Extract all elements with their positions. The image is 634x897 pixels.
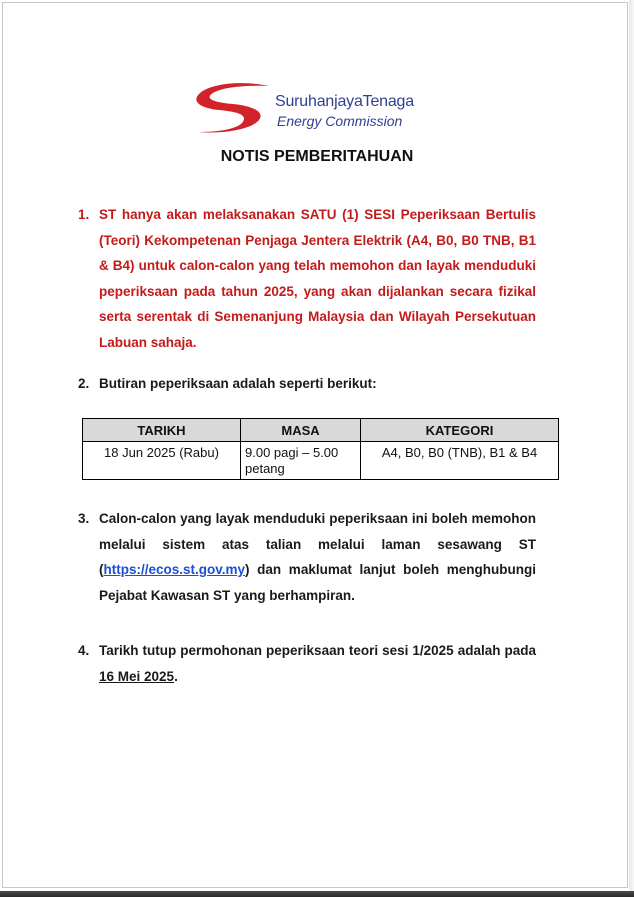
ecos-link[interactable]: https://ecos.st.gov.my [103, 562, 246, 578]
notice-item-1 [78, 202, 536, 356]
item-text [99, 506, 536, 608]
notice-item-4 [78, 638, 536, 689]
table-header: MASA [241, 419, 361, 442]
item-text-before: Calon-calon yang layak menduduki peperiksaan ini boleh memohon melalui sistem atas talian melalui laman sesawang ST ( [99, 511, 536, 578]
table-cell-date: 18 Jun 2025 (Rabu) [83, 442, 241, 480]
item-number: 4. [78, 643, 90, 658]
item-number: 1. [78, 207, 90, 222]
page-title: NOTIS PEMBERITAHUAN [220, 148, 414, 165]
viewer-bottom-bar [0, 891, 634, 897]
notice-item-3 [78, 506, 536, 608]
logo-name-part1: Suruhanjaya [275, 93, 363, 110]
table-header-row [83, 419, 559, 442]
exam-schedule-table [82, 418, 559, 480]
item-text-before: Tarikh tutup permohonan peperiksaan teori sesi 1/2025 adalah pada [99, 643, 536, 658]
table-cell-time: 9.00 pagi – 5.00 petang [241, 442, 361, 480]
table-header: TARIKH [83, 419, 241, 442]
item-text [99, 638, 536, 689]
item-text: ST hanya akan melaksanakan SATU (1) SESI Peperiksaan Bertulis (Teori) Kekompetenan Penjaga Jentera Elektrik (A4, B0, B0 TNB, B1 & B4) untuk calon-calon yang telah memohon dan layak menduduki peperiksaan pada tahun 2025, yang akan dijalankan secara fizikal serta serentak di Semenanjung Malaysia dan Wilayah Persekutuan Labuan sahaja. [99, 207, 536, 350]
table-row [83, 442, 559, 480]
table-header: KATEGORI [361, 419, 559, 442]
table-cell-category: A4, B0, B0 (TNB), B1 & B4 [361, 442, 559, 480]
st-logo [189, 80, 449, 136]
item-text-after: . [174, 668, 178, 684]
logo-name-malay [275, 93, 414, 111]
logo-name-english: Energy Commission [277, 113, 403, 129]
page-edge-shadow [629, 0, 634, 891]
item-text-after: ) dan maklumat lanjut boleh menghubungi Pejabat Kawasan ST yang berhampiran. [99, 562, 536, 603]
item-text: Butiran peperiksaan adalah seperti berikut: [99, 376, 377, 391]
st-swoosh-icon [189, 80, 279, 136]
item-number: 3. [78, 511, 90, 526]
logo-name-part2: Tenaga [362, 93, 414, 110]
item-number: 2. [78, 376, 90, 391]
closing-date: 16 Mei 2025 [99, 668, 175, 684]
notice-item-2 [78, 371, 536, 397]
